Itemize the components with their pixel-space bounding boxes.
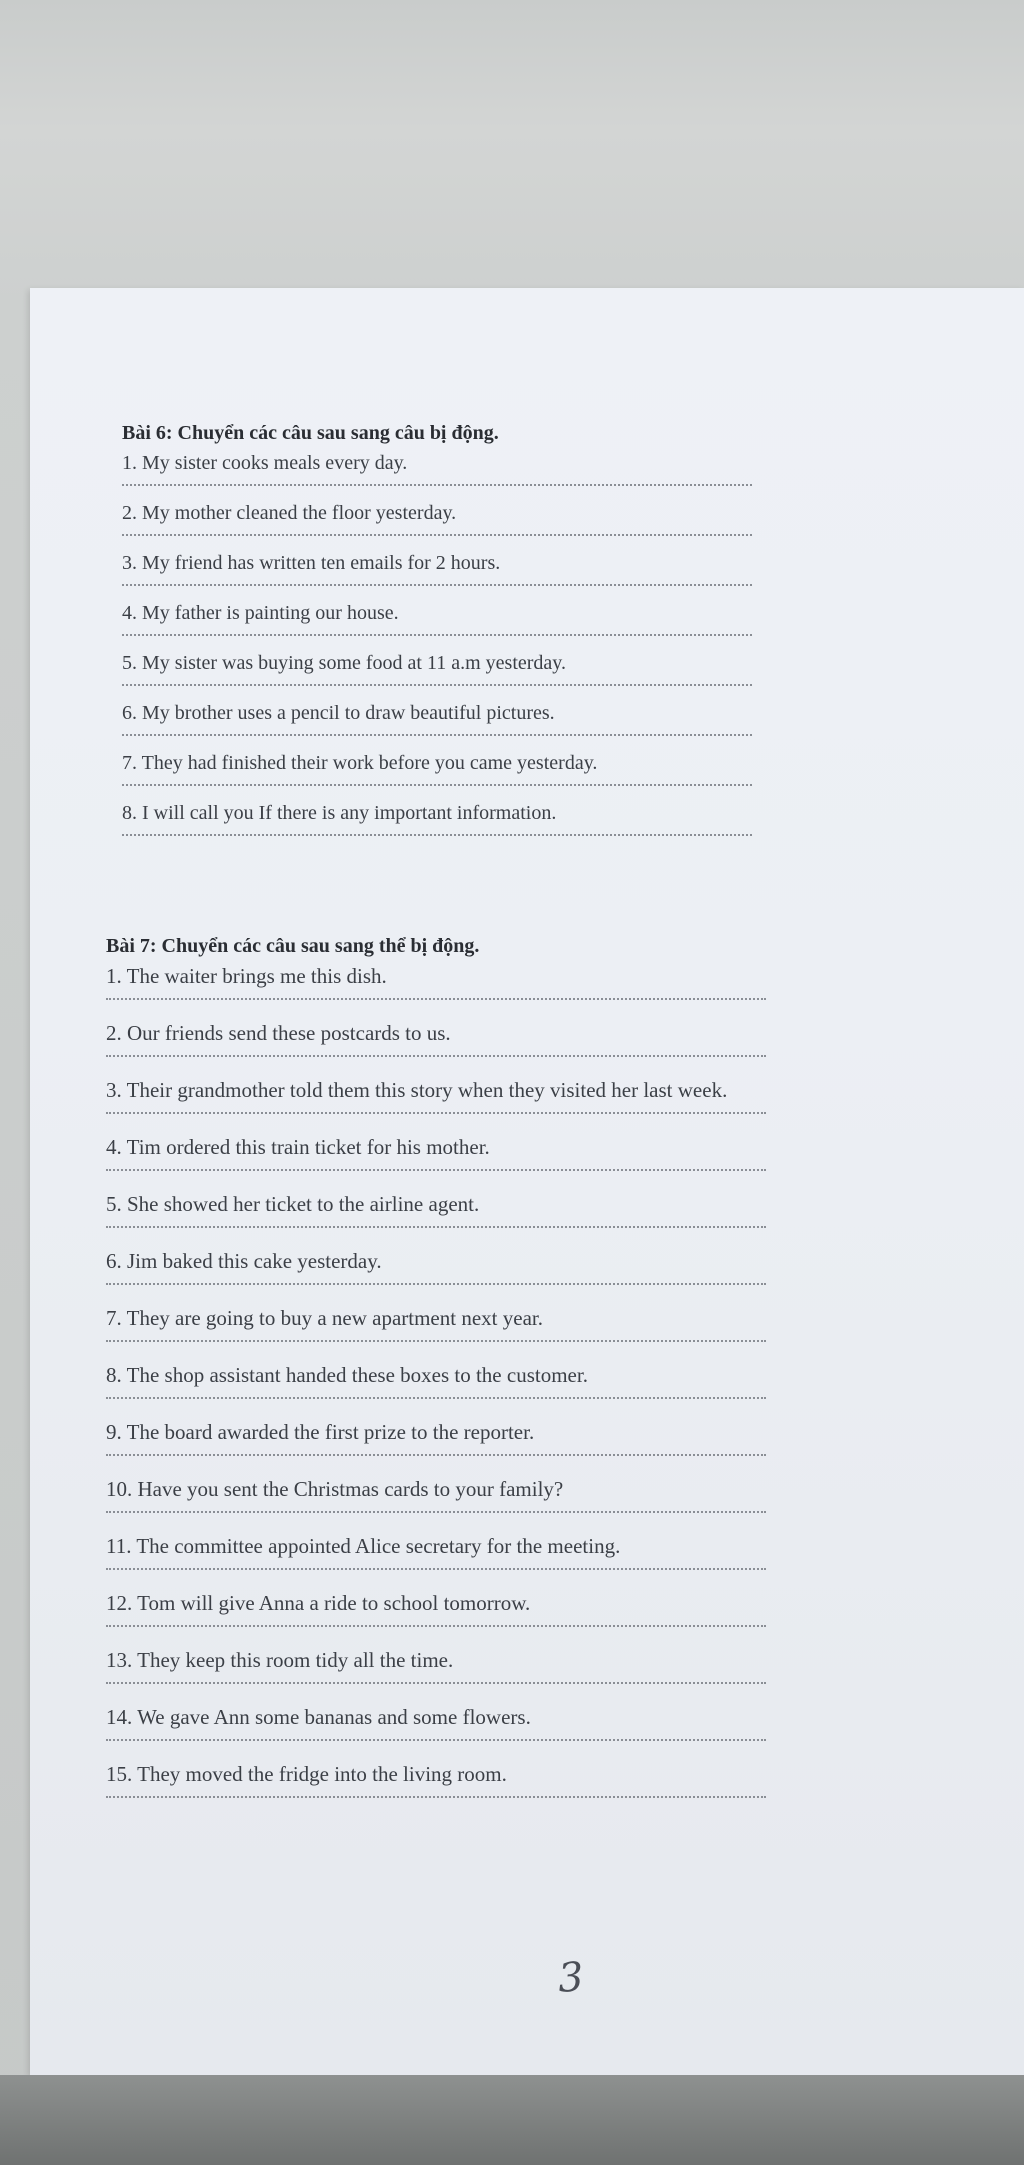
exercise-6-item-3: 3. My friend has written ten emails for 2 hours.: [122, 552, 501, 574]
desk-surface: [0, 2075, 1024, 2165]
exercise-6-item-1: 1. My sister cooks meals every day.: [122, 452, 408, 474]
answer-line[interactable]: [106, 1283, 766, 1285]
exercise-7-item-11: 11. The committee appointed Alice secretary for the meeting.: [106, 1534, 621, 1558]
answer-line[interactable]: [106, 1568, 766, 1570]
exercise-7-item-14: 14. We gave Ann some bananas and some flowers.: [106, 1705, 531, 1729]
exercise-6-item-2: 2. My mother cleaned the floor yesterday.: [122, 502, 457, 524]
exercise-7-item-9: 9. The board awarded the first prize to the reporter.: [106, 1420, 535, 1444]
exercise-7-item-15: 15. They moved the fridge into the living room.: [106, 1762, 507, 1786]
answer-line[interactable]: [106, 998, 766, 1000]
exercise-6-item-7: 7. They had finished their work before you came yesterday.: [122, 752, 598, 774]
answer-line[interactable]: [122, 584, 752, 586]
answer-line[interactable]: [106, 1454, 766, 1456]
exercise-7-item-10: 10. Have you sent the Christmas cards to your family?: [106, 1477, 564, 1501]
answer-line[interactable]: [122, 484, 752, 486]
answer-line[interactable]: [106, 1169, 766, 1171]
answer-line[interactable]: [106, 1340, 766, 1342]
exercise-7-item-6: 6. Jim baked this cake yesterday.: [106, 1249, 382, 1273]
answer-line[interactable]: [122, 534, 752, 536]
answer-line[interactable]: [106, 1226, 766, 1228]
exercise-7-item-8: 8. The shop assistant handed these boxes to the customer.: [106, 1363, 588, 1387]
exercise-7-item-13: 13. They keep this room tidy all the time.: [106, 1648, 454, 1672]
answer-line[interactable]: [106, 1739, 766, 1741]
answer-line[interactable]: [122, 784, 752, 786]
exercise-6: [122, 420, 782, 850]
exercise-7-heading: Bài 7: Chuyển các câu sau sang thể bị động.: [106, 935, 480, 957]
exercise-7: [106, 933, 766, 1818]
exercise-7-item-1: 1. The waiter brings me this dish.: [106, 964, 387, 988]
answer-line[interactable]: [122, 834, 752, 836]
exercise-6-item-4: 4. My father is painting our house.: [122, 602, 399, 624]
answer-line[interactable]: [106, 1055, 766, 1057]
answer-line[interactable]: [122, 734, 752, 736]
exercise-6-item-6: 6. My brother uses a pencil to draw beautiful pictures.: [122, 702, 555, 724]
exercise-6-item-8: 8. I will call you If there is any important information.: [122, 802, 557, 824]
answer-line[interactable]: [106, 1796, 766, 1798]
exercise-6-heading: Bài 6: Chuyển các câu sau sang câu bị động.: [122, 422, 499, 444]
page-number: 3: [556, 1954, 586, 2002]
answer-line[interactable]: [106, 1511, 766, 1513]
exercise-6-item-5: 5. My sister was buying some food at 11 a.m yesterday.: [122, 652, 566, 674]
answer-line[interactable]: [106, 1625, 766, 1627]
exercise-7-item-7: 7. They are going to buy a new apartment next year.: [106, 1306, 543, 1330]
exercise-7-item-12: 12. Tom will give Anna a ride to school tomorrow.: [106, 1591, 531, 1615]
answer-line[interactable]: [122, 634, 752, 636]
exercise-7-item-2: 2. Our friends send these postcards to us.: [106, 1021, 451, 1045]
answer-line[interactable]: [122, 684, 752, 686]
answer-line[interactable]: [106, 1112, 766, 1114]
answer-line[interactable]: [106, 1682, 766, 1684]
exercise-7-item-4: 4. Tim ordered this train ticket for his mother.: [106, 1135, 490, 1159]
exercise-7-item-3: 3. Their grandmother told them this story when they visited her last week.: [106, 1078, 728, 1102]
answer-line[interactable]: [106, 1397, 766, 1399]
exercise-7-item-5: 5. She showed her ticket to the airline agent.: [106, 1192, 480, 1216]
